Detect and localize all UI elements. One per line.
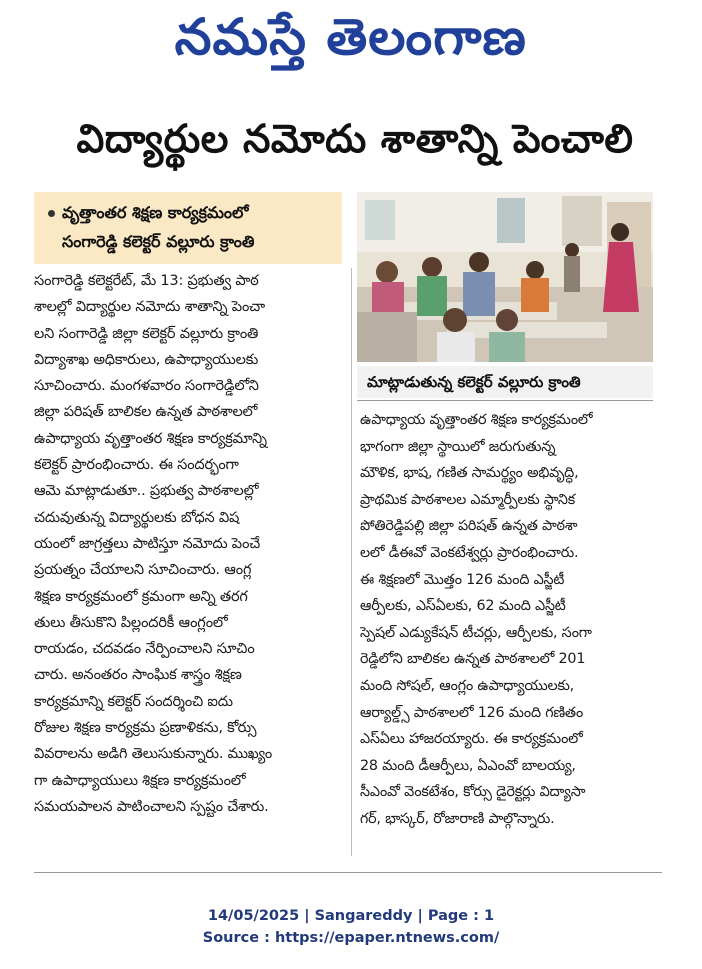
masthead-title: నమస్తే తెలంగాణ (174, 8, 528, 66)
classroom-photo-illustration (357, 192, 653, 362)
body-line: ఉపాధ్యాయ వృత్తాంతర శిక్షణ కార్యక్రమంలో (360, 412, 593, 428)
body-line: పోతిరెడ్డిపల్లి జిల్లా పరిషత్ ఉన్నత పాఠశా (360, 518, 578, 535)
body-line: యంలో జాగ్రత్తలు పాటిస్తూ నమోదు పెంచే (34, 535, 261, 552)
body-line: 28 మంది డీఆర్పీలు, ఏఎంవో బాలయ్య, (360, 757, 576, 774)
body-line: రెడ్డిలోని బాలికల ఉన్నత పాఠశాలలో 201 (360, 651, 586, 668)
page-footer (0, 905, 702, 949)
body-line: విద్యాశాఖ అధికారులు, ఉపాధ్యాయులకు (34, 351, 259, 368)
body-line: లని సంగారెడ్డి జిల్లా కలెక్టర్ వల్లూరు క్రాంతి (34, 325, 259, 342)
body-line: సీఎంవో వెంకటేశం, కోర్సు డైరెక్టర్లు విద్యాసా (360, 784, 586, 801)
body-line: గర్, భాస్కర్, రోజారాణి పాల్గొన్నారు. (360, 810, 555, 827)
article-headline: విద్యార్థుల నమోదు శాతాన్ని పెంచాలి (76, 117, 634, 162)
body-line: ప్రయత్నం చేయాలని సూచించారు. ఆంగ్ల (34, 562, 252, 579)
body-line: సంగారెడ్డి కలెక్టరేట్, మే 13: ప్రభుత్వ పాఠ (34, 273, 259, 289)
body-line: జిల్లా పరిషత్ బాలికల ఉన్నత పాఠశాలలో (34, 404, 258, 421)
body-line: ఉపాధ్యాయ వృత్తాంతర శిక్షణ కార్యక్రమాన్ని (34, 430, 267, 447)
body-line: రాయడం, చదవడం నేర్పించాలని సూచిం (34, 641, 255, 658)
body-line: లలో డీఈవో వెంకటేశ్వర్లు ప్రారంభించారు. (360, 544, 579, 561)
caption-divider (357, 400, 653, 401)
bullet-icon (48, 210, 55, 217)
body-line: మంది సోషల్, ఆంగ్లం ఉపాధ్యాయులకు, (360, 677, 575, 694)
body-line: గా ఉపాధ్యాయులు శిక్షణ కార్యక్రమంలో (34, 772, 246, 789)
body-line: చారు. అనంతరం సాంఘిక శాస్త్రం శిక్షణ (34, 667, 242, 684)
body-line: ఆమె మాట్లాడుతూ.. ప్రభుత్వ పాఠశాలల్లో (34, 483, 259, 500)
body-line: శిక్షణ కార్యక్రమంలో క్రమంగా అన్ని తరగ (34, 588, 248, 605)
footer-source: Source : https://epaper.ntnews.com/ (202, 930, 500, 946)
article-bottom-divider (34, 872, 662, 873)
photo-caption: మాట్లాడుతున్న కలెక్టర్ వల్లూరు క్రాంతి (357, 366, 653, 398)
body-line: ప్రాథమిక పాఠశాలల ఎమ్మార్పీలకు స్థానిక (360, 491, 576, 508)
body-line: ఆర్పీలకు, ఎస్ఏలకు, 62 మంది ఎస్జీటీ (360, 598, 566, 615)
body-line: రోజుల శిక్షణ కార్యక్రమ ప్రణాళికను, కోర్సు (34, 720, 257, 737)
body-line: మౌళిక, భాష, గణిత సామర్థ్యం అభివృద్ధి, (360, 465, 579, 482)
column-divider (351, 268, 352, 856)
body-line: వివరాలను అడిగి తెలుసుకున్నారు. ముఖ్యం (34, 746, 273, 763)
subheadline-line-1: వృత్తాంతర శిక్షణ కార్యక్రమంలో (62, 203, 249, 222)
body-line: సమయపాలన పాటించాలని స్పష్టం చేశారు. (34, 798, 269, 815)
body-line: భాగంగా జిల్లా స్థాయిలో జరుగుతున్న (360, 438, 556, 455)
article-subheadline (34, 192, 342, 264)
subheadline-line-2: సంగారెడ్డి కలెక్టర్ వల్లూరు క్రాంతి (62, 232, 255, 251)
body-line: శాలల్లో విద్యార్థుల నమోదు శాతాన్ని పెంచా (34, 299, 265, 316)
body-line: కార్యక్రమాన్ని కలెక్టర్ సందర్శించి ఐదు (34, 693, 233, 710)
body-line: ఎస్ఏలు హాజరయ్యారు. ఈ కార్యక్రమంలో (360, 731, 583, 748)
body-line: స్పెషల్ ఎడ్యుకేషన్ టీచర్లు, ఆర్పీలకు, సంగా (360, 624, 592, 641)
footer-date-location: 14/05/2025 | Sangareddy | Page : 1 (207, 908, 495, 924)
article-left-column (34, 268, 344, 820)
body-line: తులు తీసుకొని పిల్లందరికీ ఆంగ్లంలో (34, 614, 228, 631)
body-line: కలెక్టర్ ప్రారంభించారు. ఈ సందర్భంగా (34, 457, 239, 474)
body-line: ఆర్యాల్డ్స్ పాఠశాలలో 126 మంది గణితం (360, 704, 584, 721)
body-line: సూచించారు. మంగళవారం సంగారెడ్డిలోని (34, 378, 259, 395)
article-photo (357, 192, 653, 362)
newspaper-masthead (0, 4, 702, 74)
article-right-column (360, 407, 662, 833)
body-line: ఈ శిక్షణలో మొత్తం 126 మంది ఎస్జీటీ (360, 571, 565, 588)
body-line: చదువుతున్న విద్యార్థులకు బోధన విష (34, 509, 240, 526)
